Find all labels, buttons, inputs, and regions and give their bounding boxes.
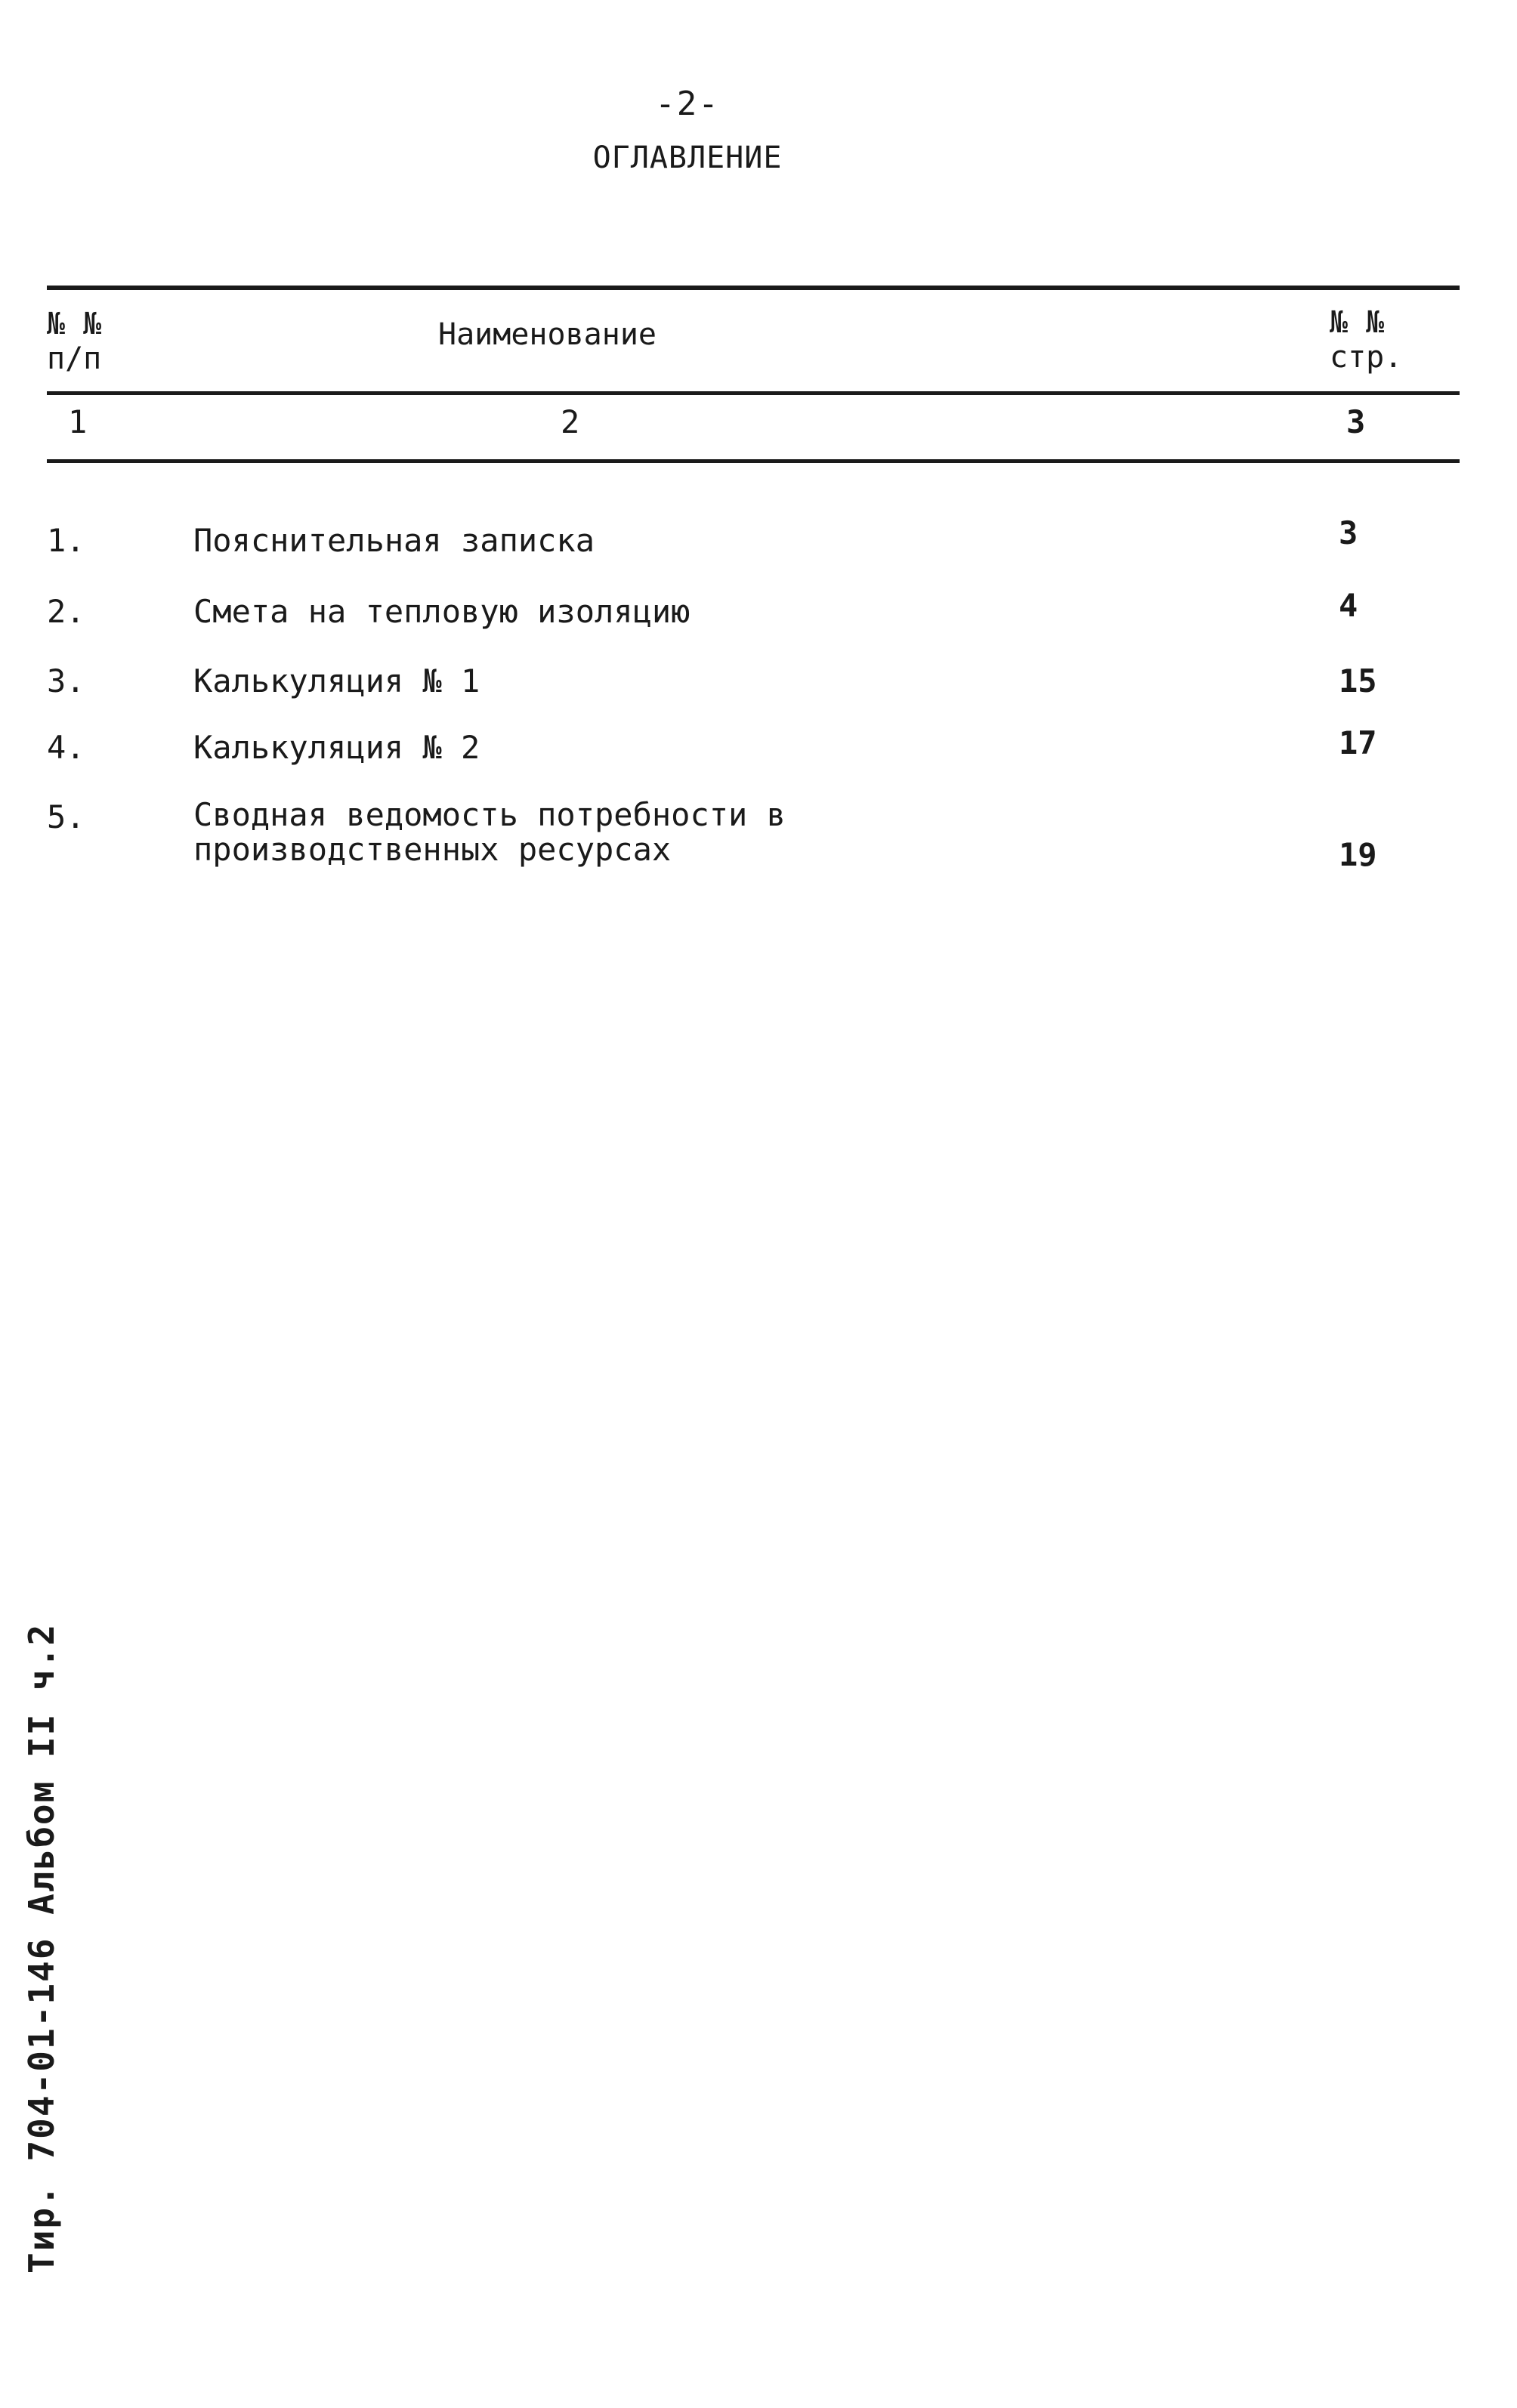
row-number: 5. bbox=[47, 798, 85, 835]
row-number: 3. bbox=[47, 662, 85, 699]
row-page: 17 bbox=[1339, 724, 1377, 761]
row-title: Сводная ведомость потребности в производственных ресурсах bbox=[193, 796, 786, 868]
side-stamp: Тир. 704-01-146 Альбом II ч.2 bbox=[21, 1622, 62, 2274]
row-title: Калькуляция № 1 bbox=[193, 662, 480, 699]
row-number: 1. bbox=[47, 522, 85, 559]
row-page: 19 bbox=[1339, 836, 1377, 873]
column-number-3: 3 bbox=[1346, 403, 1366, 440]
row-page: 4 bbox=[1339, 587, 1358, 624]
column-number-1: 1 bbox=[68, 403, 88, 440]
row-page: 15 bbox=[1339, 662, 1377, 699]
row-title: Смета на тепловую изоляцию bbox=[193, 593, 691, 630]
row-number: 4. bbox=[47, 729, 85, 766]
page-number: -2- bbox=[655, 85, 720, 123]
row-title: Пояснительная записка bbox=[193, 522, 595, 559]
header-number: № № п/п bbox=[47, 307, 102, 376]
row-number: 2. bbox=[47, 593, 85, 630]
header-name: Наименование bbox=[438, 317, 657, 352]
row-page: 3 bbox=[1339, 514, 1358, 551]
header-page: № № стр. bbox=[1330, 305, 1403, 375]
table-bottom-rule bbox=[47, 459, 1460, 463]
column-number-2: 2 bbox=[561, 403, 580, 440]
table-mid-rule bbox=[47, 391, 1460, 395]
document-title: ОГЛАВЛЕНИЕ bbox=[592, 140, 783, 175]
row-title: Калькуляция № 2 bbox=[193, 729, 480, 766]
table-top-rule bbox=[47, 286, 1460, 290]
